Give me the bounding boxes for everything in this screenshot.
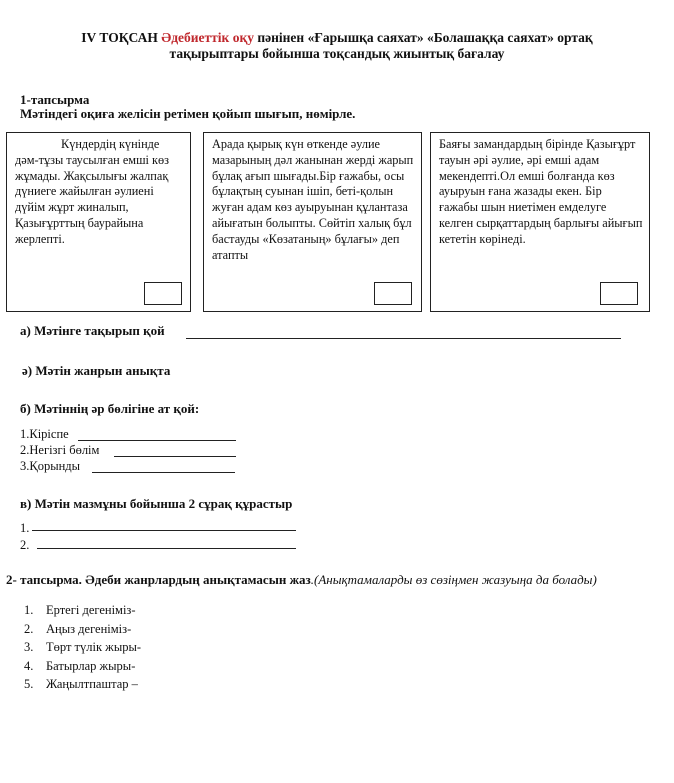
task2-heading <box>6 572 597 588</box>
genre-item-5 <box>24 675 141 694</box>
question-b-label: б) Мәтіннің әр бөлігіне ат қой: <box>20 401 200 416</box>
title-subject: Әдебиеттік оқу <box>161 30 254 45</box>
question-1-number: 1. <box>20 521 30 535</box>
genre-item-1 <box>24 601 141 620</box>
genre-item-label: Жаңылтпаштар – <box>46 677 138 691</box>
question-v-label: в) Мәтін мазмұны бойынша 2 сұрақ құрастыр <box>20 496 293 511</box>
genre-item-number: 3. <box>24 640 34 654</box>
genre-item-label: Ертегі дегеніміз- <box>46 603 136 617</box>
answer-line-a[interactable] <box>186 338 621 339</box>
genre-item-label: Аңыз дегеніміз- <box>46 621 132 636</box>
part-intro-label: 1.Кіріспе <box>20 427 69 441</box>
question-a-label: а) Мәтінге тақырып қой <box>20 323 165 338</box>
genre-item-number: 4. <box>24 658 34 673</box>
answer-line-main[interactable] <box>114 456 236 457</box>
story-box-2-text: Арада қырық күн өткенде әулие мазарының дәл жанынан жерді жарып бұлақ ағып шығады.Бір ғажабы, осы бұлақтың суынан ішіп, беті-қолын жуған адам көз ауыруынан құлантаза айығатын болыпты. Сөйтіп халық бұл бастауды «Көзатаның» бұлағы» деп атапты <box>212 137 414 262</box>
order-number-box-3[interactable] <box>600 282 638 305</box>
genre-item-label: Батырлар жыры- <box>46 658 136 673</box>
answer-line-question-1[interactable] <box>32 530 296 531</box>
story-box-1-text: Күндердің күнінде дәм-тұзы таусылған емші көз жұмады. Жақсылығы жалпақ дүниеге жайылған әулиені дүйім жұрт жиналып, Қазығұрттың баурайына жерлепті. <box>15 137 170 246</box>
genre-item-number: 2. <box>24 621 34 636</box>
part-conclusion-label: 3.Қорынды <box>20 459 81 473</box>
question-ae-label: ә) Мәтін жанрын анықта <box>22 363 171 378</box>
answer-line-intro[interactable] <box>78 440 236 441</box>
genre-item-label: Төрт түлік жыры- <box>46 640 142 654</box>
title-suffix: пәнінен «Ғарышқа саяхат» «Болашаққа саяхат» ортақ <box>253 30 593 45</box>
genre-item-number: 5. <box>24 677 34 691</box>
order-number-box-1[interactable] <box>144 282 182 305</box>
page-title <box>0 30 674 46</box>
task1-instruction: Мәтіндегі оқиға желісін ретімен қойып шығып, нөмірле. <box>20 106 356 121</box>
story-box-3-text: Баяғы замандардың бірінде Қазығұрт тауын әрі әулие, әрі емші адам мекендепті.Ол емші болғанда көз ауыруын ғана жазады екен. Бір ғажабы шын ниетімен емделуге келген сырқаттардың барлығы айығып кететін көрінеді. <box>439 137 643 246</box>
order-number-box-2[interactable] <box>374 282 412 305</box>
genre-item-number: 1. <box>24 603 34 617</box>
genre-item-4 <box>24 657 141 676</box>
answer-line-question-2[interactable] <box>37 548 296 549</box>
title-prefix: IV ТОҚСАН <box>81 30 162 45</box>
genre-list <box>24 601 141 694</box>
question-2-number: 2. <box>20 538 30 552</box>
genre-item-3 <box>24 638 141 657</box>
task2-note: .(Анықтамаларды өз сөзіңмен жазуыңа да болады) <box>310 572 597 587</box>
part-main-label: 2.Негізгі бөлім <box>20 443 100 457</box>
genre-item-2 <box>24 620 141 639</box>
task2-heading-text: 2- тапсырма. Әдеби жанрлардың анықтамасын жаз <box>6 572 311 587</box>
answer-line-conclusion[interactable] <box>92 472 235 473</box>
task1-heading: 1-тапсырма <box>20 92 90 107</box>
page-subtitle: тақырыптары бойынша тоқсандық жиынтық бағалау <box>169 46 505 61</box>
